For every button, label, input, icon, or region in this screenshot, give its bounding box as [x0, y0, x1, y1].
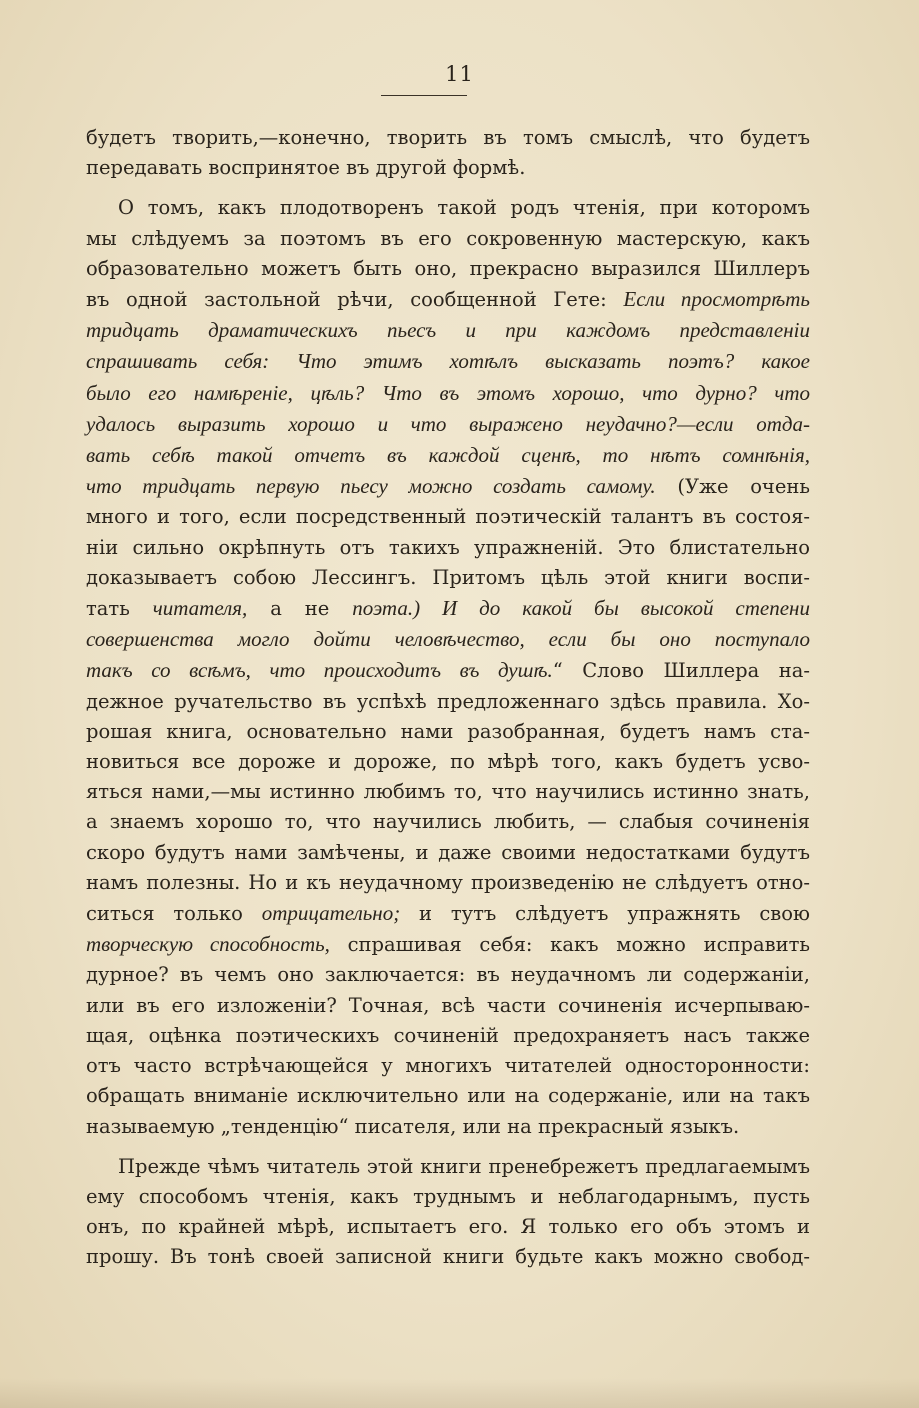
text-line: [86, 471, 810, 502]
text-run: будетъ творить,—конечно, творить въ томъ смыслѣ, что будетъ: [86, 126, 810, 149]
italic-text: вать себѣ такой отчетъ въ каждой сценѣ, то нѣтъ сомнѣнія,: [86, 443, 810, 468]
text-line: [86, 1112, 810, 1142]
italic-text: совершенства могло дойти человѣчество, если бы оно поступало: [86, 627, 810, 652]
text-line: [86, 807, 810, 837]
text-run: а знаемъ хорошо то, что научились любить, — слабыя сочиненія: [86, 810, 810, 834]
paragraph-gap: [86, 1142, 810, 1152]
text-run: спрашивая себя: какъ можно исправить: [329, 933, 810, 957]
text-line: [86, 624, 810, 655]
text-line: [86, 1152, 810, 1182]
italic-text: Если просмотрѣть: [623, 287, 810, 312]
italic-text: отрицательно;: [261, 901, 401, 926]
text-run: дурное? въ чемъ оно заключается: въ неудачномъ ли содержаніи,: [86, 963, 810, 987]
text-run: или въ его изложеніи? Точная, всѣ части сочиненія исчерпываю-: [86, 993, 810, 1017]
italic-text: тридцать драматическихъ пьесъ и при каждомъ представленіи: [86, 318, 810, 343]
italic-text: читателя,: [152, 596, 248, 621]
text-line: [86, 378, 810, 409]
text-run: ситься только: [86, 902, 262, 926]
text-line: [86, 409, 810, 440]
text-run: Прежде чѣмъ читатель этой книги пренебрежетъ предлагаемымъ: [118, 1154, 810, 1178]
text-line: [86, 777, 810, 807]
text-line: [86, 284, 810, 315]
italic-text: спрашивать себя: Что этимъ хотѣлъ высказать поэтъ? какое: [86, 349, 810, 374]
text-run: щая, оцѣнка поэтическихъ сочиненій предохраняетъ насъ также: [86, 1023, 810, 1047]
text-line: [86, 1242, 810, 1272]
text-line: [86, 193, 810, 223]
text-line: [86, 1182, 810, 1212]
paragraph-gap: [86, 183, 810, 193]
italic-text: удалось выразить хорошо и что выражено неудачно?—если отда-: [86, 411, 810, 436]
text-run: ему способомъ чтенія, какъ труднымъ и неблагодарнымъ, пусть: [86, 1184, 810, 1208]
text-line: [86, 346, 810, 377]
text-run: “ Слово Шиллера на-: [552, 659, 810, 683]
text-run: много и того, если посредственный поэтическій талантъ въ состоя-: [86, 505, 810, 529]
text-line: [86, 563, 810, 593]
text-line: [86, 838, 810, 868]
text-run: О томъ, какъ плодотворенъ такой родъ чтенія, при которомъ: [118, 196, 810, 220]
text-line: [86, 960, 810, 990]
text-run: доказываетъ собою Лессингъ. Притомъ цѣль этой книги воспи-: [86, 565, 810, 589]
text-line: [86, 1021, 810, 1051]
text-line: [86, 898, 810, 929]
text-line: [86, 717, 810, 747]
italic-text: было его намѣреніе, цѣль? Что въ этомъ хорошо, что дурно? что: [86, 380, 810, 405]
body-text: [86, 123, 810, 1273]
text-run: скоро будутъ нами замѣчены, и даже своими недостатками будутъ: [86, 840, 810, 864]
page-number: 11: [445, 62, 474, 86]
text-line: [86, 1081, 810, 1111]
text-run: отъ часто встрѣчающейся у многихъ читателей односторонности:: [86, 1054, 810, 1078]
text-line: [86, 440, 810, 471]
text-line: [86, 153, 810, 183]
page-number-rule: [381, 95, 467, 96]
text-run: обращать вниманіе исключительно или на содержаніе, или на такъ: [86, 1084, 810, 1108]
text-run: онъ, по крайней мѣрѣ, испытаетъ его. Я только его объ этомъ и: [86, 1215, 810, 1239]
text-run: и тутъ слѣдуетъ упражнять свою: [400, 902, 810, 926]
text-line: [86, 1212, 810, 1242]
text-run: дежное ручательство въ успѣхѣ предложеннаго здѣсь правила. Хо-: [86, 689, 810, 713]
text-line: [86, 315, 810, 346]
text-run: прошу. Въ тонѣ своей записной книги будьте какъ можно свобод-: [86, 1245, 810, 1269]
text-run: передавать воспринятое въ другой формѣ.: [86, 156, 526, 180]
italic-text: что тридцать первую пьесу можно создать самому.: [86, 474, 656, 499]
text-run: называемую „тенденцію“ писателя, или на прекрасный языкъ.: [86, 1114, 740, 1138]
text-line: [86, 224, 810, 254]
text-line: [86, 655, 810, 686]
text-line: [86, 502, 810, 532]
text-run: новиться все дороже и дороже, по мѣрѣ того, какъ будетъ усво-: [86, 750, 810, 774]
text-line: [86, 123, 810, 153]
text-line: [86, 254, 810, 284]
text-run: мы слѣдуемъ за поэтомъ въ его сокровенную мастерскую, какъ: [86, 226, 810, 250]
page-edge-shadow: [0, 1378, 919, 1408]
text-line: [86, 747, 810, 777]
italic-text: поэта.) И до какой бы высокой степени: [352, 596, 810, 621]
text-run: яться нами,—мы истинно любимъ то, что научились истинно знать,: [86, 780, 810, 804]
text-run: (Уже очень: [655, 475, 810, 499]
text-run: а не: [247, 597, 353, 621]
italic-text: творческую способность,: [86, 932, 330, 957]
text-line: [86, 687, 810, 717]
text-run: рошая книга, основательно нами разобранная, будетъ намъ ста-: [86, 719, 810, 743]
text-run: ніи сильно окрѣпнуть отъ такихъ упражненій. Это блистательно: [86, 535, 810, 559]
text-line: [86, 991, 810, 1021]
text-run: въ одной застольной рѣчи, сообщенной Гете:: [86, 288, 624, 312]
text-run: тать: [86, 597, 153, 621]
text-run: намъ полезны. Но и къ неудачному произведенію не слѣдуетъ отно-: [86, 870, 810, 894]
text-line: [86, 868, 810, 898]
text-line: [86, 533, 810, 563]
text-line: [86, 593, 810, 624]
text-run: образовательно можетъ быть оно, прекрасно выразился Шиллеръ: [86, 256, 810, 280]
text-line: [86, 929, 810, 960]
text-line: [86, 1051, 810, 1081]
italic-text: такъ со всѣмъ, что происходитъ въ душѣ.: [86, 658, 553, 683]
